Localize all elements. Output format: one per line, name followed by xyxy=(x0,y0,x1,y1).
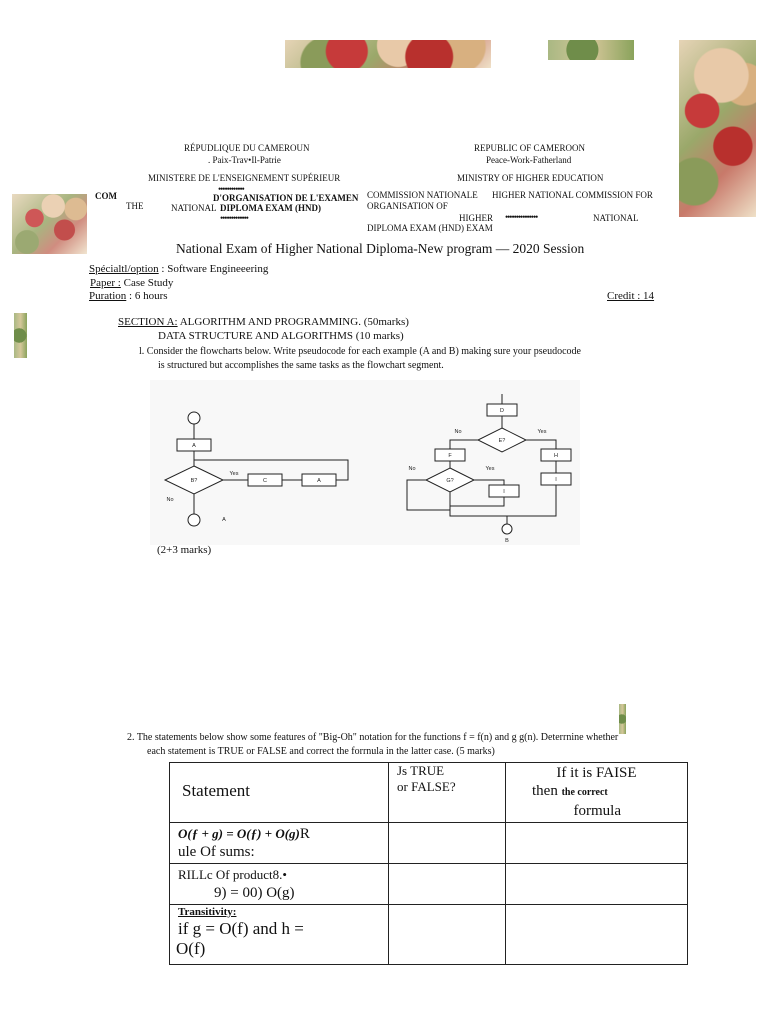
header-ministry-en: MINISTRY OF HIGHER EDUCATION xyxy=(457,173,604,183)
flowchart-a-label-c: C xyxy=(263,478,267,484)
row-product-statement xyxy=(170,864,389,905)
table-header-row xyxy=(170,763,688,823)
duration-value: : 6 hours xyxy=(126,290,168,302)
flowchart-a-label-decision: B? xyxy=(190,478,198,484)
row-transitivity-answer-cell[interactable] xyxy=(389,905,506,965)
page-edge-decoration-right xyxy=(679,40,756,217)
header-country-en: REPUBLIC OF CAMEROON xyxy=(474,143,586,153)
header-org-line: D'ORGANISATION DE L'EXAMEN xyxy=(213,193,359,203)
flowcharts-figure xyxy=(150,380,580,545)
header-commission-fr: COMMISSION NATIONALE xyxy=(367,190,478,200)
row-product-line1: RILLc Of product8.• xyxy=(178,867,287,882)
header-correct-the-correct: the correct xyxy=(561,787,608,798)
header-national-fragment: NATIONAL xyxy=(171,203,217,213)
credit: Credit : 14 xyxy=(607,290,655,302)
section-a-subtitle: DATA STRUCTURE AND ALGORITHMS (10 marks) xyxy=(158,330,404,342)
header-correct-formula xyxy=(506,763,688,823)
row-sums-statement xyxy=(170,823,389,864)
header-country-fr: RÉPUDLIQUE DU CAMEROUN xyxy=(184,143,310,153)
header-dots-top: •••••••••••• xyxy=(218,184,244,194)
specialty-value: : Software Engineeering xyxy=(158,263,269,275)
header-true-false-line1: Js TRUE xyxy=(397,763,445,778)
row-transitivity-formula-cell[interactable] xyxy=(506,905,688,965)
specialty-label: Spécialtl/option xyxy=(89,263,159,275)
flowchart-b-label-h: H xyxy=(554,453,558,459)
header-national: NATIONAL xyxy=(593,213,639,223)
header-correct-line3: formula xyxy=(573,803,621,819)
flowchart-a-label-no: No xyxy=(166,497,174,503)
header-diploma-line: DIPLOMA EXAM (HND) xyxy=(220,203,321,213)
exam-title: National Exam of Higher National Diploma-New program — 2020 Session xyxy=(176,241,585,256)
duration-label: Puration xyxy=(89,290,127,302)
margin-fragment xyxy=(14,313,27,358)
flowchart-b-label-yes-top: Yes xyxy=(537,429,547,435)
header-motto-en: Peace-Work-Fatherland xyxy=(486,155,572,165)
paper-label: Paper : xyxy=(90,277,121,289)
flowchart-b-label-g: G? xyxy=(446,478,454,484)
row-sums-line2: ule Of sums: xyxy=(178,844,255,860)
page-edge-decoration-left xyxy=(12,194,87,254)
header-diploma-exam: DIPLOMA EXAM (HND) EXAM xyxy=(367,223,493,233)
row-sums-formula: O(ƒ + g) = O(ƒ) + O(g) xyxy=(178,826,300,841)
header-organisation-of: ORGANISATION OF xyxy=(367,201,448,211)
question1-line2: is structured but accomplishes the same tasks as the flowchart segment. xyxy=(158,360,444,371)
question1-marks: (2+3 marks) xyxy=(157,544,212,556)
header-true-false-line2: or FALSE? xyxy=(397,779,456,794)
table-row xyxy=(170,823,688,864)
row-product-line2: 9) = 00) O(g) xyxy=(214,885,295,901)
header-com-fragment: COM xyxy=(95,191,117,201)
flowchart-b-label-no-g: No xyxy=(408,466,416,472)
flowchart-a-label-a-top: A xyxy=(192,443,196,449)
row-transitivity-statement xyxy=(170,905,389,965)
margin-fragment-2 xyxy=(619,704,626,734)
row-transitivity-line2: if g = O(f) and h = xyxy=(178,919,304,938)
question2-line1: 2. The statements below show some features of "Big-Oh" notation for the functions f = f(n) and g g(n). Deterrnine whether xyxy=(127,732,619,743)
row-sums-formula-cell[interactable] xyxy=(506,823,688,864)
section-a-label: SECTION A: xyxy=(118,316,178,328)
big-oh-table xyxy=(169,762,688,965)
flowchart-a-label-yes: Yes xyxy=(229,471,239,477)
flowchart-b-label-i-mid: I xyxy=(503,489,505,495)
header-the-fragment: THE xyxy=(126,201,144,211)
flowchart-b-label-e: E? xyxy=(498,438,506,444)
header-statement xyxy=(170,763,389,823)
header-dots-bottom: ••••••••••••• xyxy=(220,213,248,223)
header-decoration-mid xyxy=(548,40,634,60)
row-sums-suffix: R xyxy=(299,826,310,842)
duration-line xyxy=(89,290,168,302)
table-row xyxy=(170,864,688,905)
row-transitivity-line3: O(f) xyxy=(176,939,206,958)
flowchart-b-caption: B xyxy=(505,538,509,544)
row-product-answer-cell[interactable] xyxy=(389,864,506,905)
header-higher: HIGHER xyxy=(459,213,493,223)
header-dots-right: ••••••••••••••• xyxy=(505,212,538,222)
section-a-title: ALGORITHM AND PROGRAMMING. (50marks) xyxy=(177,316,409,328)
row-transitivity-title: Transitivity: xyxy=(178,906,237,918)
header-motto-fr: . Paix-Trav•Il-Patrie xyxy=(208,155,281,165)
flowchart-b-label-no-top: No xyxy=(454,429,462,435)
header-statement-text: Statement xyxy=(182,781,250,800)
table-row xyxy=(170,905,688,965)
header-correct-then: then xyxy=(532,783,562,799)
header-correct-line1: If it is FAISE xyxy=(556,765,637,781)
header-correct-line2 xyxy=(514,782,679,802)
flowchart-b-label-i-right: I xyxy=(555,477,557,483)
header-true-false xyxy=(389,763,506,823)
header-ministry-fr: MINISTERE DE L'ENSEIGNEMENT SUPÉRIEUR xyxy=(148,173,341,183)
flowchart-a-caption: A xyxy=(222,517,226,523)
header-decoration-left xyxy=(285,40,491,68)
paper-value: Case Study xyxy=(120,277,174,289)
section-a-heading xyxy=(118,316,409,328)
paper-line xyxy=(90,277,173,289)
header-commission-en: HIGHER NATIONAL COMMISSION FOR xyxy=(492,190,653,200)
flowchart-b-label-yes-g: Yes xyxy=(485,466,495,472)
question1-line1: l. Consider the flowcharts below. Write pseudocode for each example (A and B) making sure your pseudocode xyxy=(139,346,581,357)
row-sums-answer-cell[interactable] xyxy=(389,823,506,864)
flowchart-b-label-f: F xyxy=(448,453,452,459)
specialty-line xyxy=(89,263,268,275)
question2-line2: each statement is TRUE or FALSE and correct the forrnula in the latter case. (5 marks) xyxy=(147,746,495,757)
flowchart-a-label-a-right: A xyxy=(317,478,321,484)
flowchart-b-label-d: D xyxy=(500,408,504,414)
row-product-formula-cell[interactable] xyxy=(506,864,688,905)
